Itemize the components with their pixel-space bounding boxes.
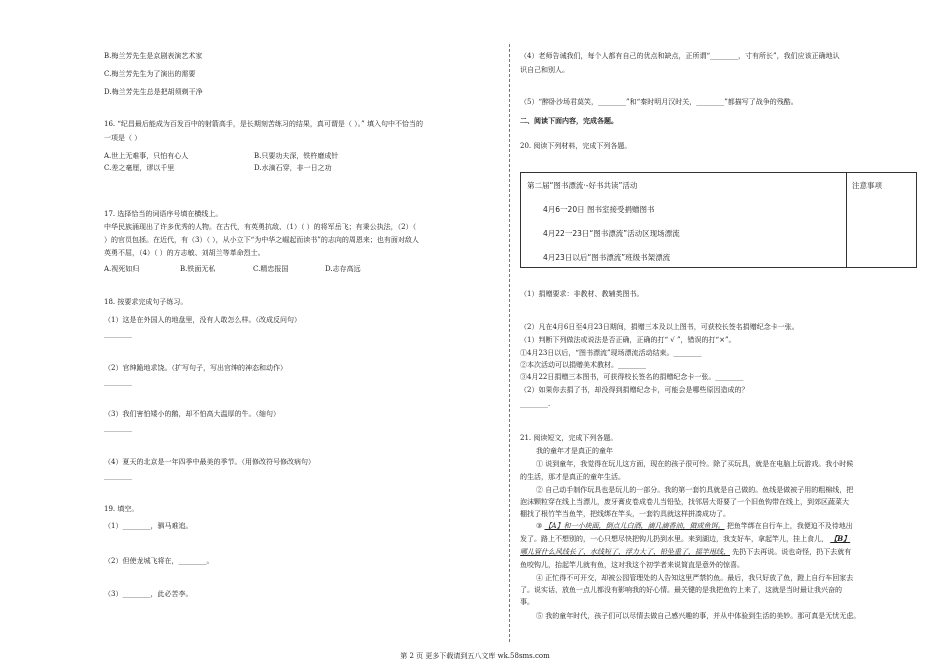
q15-option-d: D.梅兰芳先生总是把胡须剃干净 xyxy=(104,88,203,96)
q16-option-c: C.差之毫厘，谬以千里 xyxy=(104,164,175,172)
q17-option-a: A.视死如归 xyxy=(104,265,140,273)
para3-line1-rest: 把鱼竿绑在自行车上，我便迫不及待地出 xyxy=(726,522,853,530)
q17-passage-line1: 中华民族涌现出了许多优秀的人物。在古代，有英勇抗敌、（1）（ ）的将军岳飞；有秉公执法，（2）（ xyxy=(104,223,417,231)
q19-item-1: （1）________，驷马难追。 xyxy=(104,522,193,530)
para3-line2-text: 发了。路上不想别的，一心只想尽快把钩儿扔到水里。来到湖边，我支好车，拿起竿儿，挂上食儿， xyxy=(520,535,828,543)
q18-answer-blank-2[interactable]: ________ xyxy=(104,378,132,386)
q21-para5-line1: ⑤ 我的童年时代，孩子们可以尽情去做自己感兴趣的事，并从中体验到生活的美妙。那可真是无忧无虑。 xyxy=(536,612,861,620)
q21-para4-line3: 事。 xyxy=(520,598,534,606)
q16-option-a: A.世上无难事，只怕有心人 xyxy=(104,152,189,160)
q21-stem: 21. 阅读短文，完成下列各题。 xyxy=(520,434,618,442)
notice-header-precautions: 注意事项 xyxy=(852,181,882,190)
q18-sentence-1: （1）这是在外国人的地盘里，没有人敢怎么样。（改成反问句） xyxy=(104,316,301,324)
para3-number: ③ xyxy=(536,522,543,530)
q19-stem: 19. 填空。 xyxy=(104,505,139,513)
q16-option-b: B.只要功夫深，铁杵磨成针 xyxy=(254,152,339,160)
q18-answer-blank-1[interactable]: ________ xyxy=(104,330,132,338)
q17-passage-line3: 英勇不屈，（4）（ ）的方志敏、刘胡兰等革命烈士。 xyxy=(104,249,265,257)
q15-option-c: C.梅兰芳先生为了演出的需要 xyxy=(104,70,196,78)
q21-para3-line3 xyxy=(520,548,851,557)
q20-question-2: （2）如果你去捐了书，却没得到捐赠纪念卡，可能会是哪些原因造成的？ xyxy=(520,386,749,394)
q21-para2-line1: ② 自己动手制作玩具也是玩儿的一部分。我的第一套钓具就是自己做的。鱼线是做被子用的粗棉线，把 xyxy=(536,486,854,494)
notice-title: 第二届“图书漂流·-好书共读”活动 xyxy=(527,181,638,190)
q20-stem: 20. 阅读下列材料，完成下列各题。 xyxy=(520,142,632,150)
q18-sentence-3: （3）我们害怕矮小的鹅，却不怕高大温厚的牛。（缩句） xyxy=(104,410,280,418)
q21-article-title: 我的童年才是真正的童年 xyxy=(536,447,613,455)
para3-line3-rest: 先扔下去再说。说也奇怪，扔下去就有 xyxy=(732,548,852,556)
q21-para1-line2: 的生活，那才是真正的童年生活。 xyxy=(520,473,625,481)
q19-item-4-line2: 识自己和别人。 xyxy=(520,66,569,74)
q17-passage-line2: ）的官员包拯。在近代，有（3）（ ），从小立下“为中华之崛起而读书”的志向的周恩来；也有面对敌人 xyxy=(104,236,419,244)
q18-answer-blank-3[interactable]: ________ xyxy=(104,424,132,432)
q18-answer-blank-4[interactable]: ________ xyxy=(104,472,132,480)
column-divider xyxy=(509,44,510,642)
q19-item-2: （2）但使龙城飞将在，________。 xyxy=(104,557,214,565)
q16-stem-line2: 一项是（ ） xyxy=(104,134,142,142)
q17-option-c: C.精忠报国 xyxy=(253,265,289,273)
q21-para4-line2: 了。说实话，放鱼一点儿都没有影响我的好心情。最关键的是我把鱼钓上来了，这就是当时最让我兴奋的 xyxy=(520,586,842,594)
q17-stem: 17. 选择恰当的词语序号填在横线上。 xyxy=(104,210,223,218)
q19-item-4-line1: （4）老师告诫我们，每个人都有自己的优点和缺点，正所谓“________，寸有所长”，我们应该正确地认 xyxy=(520,52,840,60)
q19-item-5: （5）“醉卧沙场君莫笑，________”和“秦时明月汉时关，________”都描写了战争的残酷。 xyxy=(520,98,798,106)
q21-para2-line2: 泡沫颗粒穿在线上当漂儿，废牙膏皮卷成卷儿当铅坠，找邻居大哥要了一个旧鱼钩带在线上，到郊区蔬菜大 xyxy=(520,498,849,506)
q21-para1-line1: ① 说到童年，我觉得在玩儿这方面，现在的孩子很可怜。除了买玩具，就是在电脑上玩游戏。我小时候 xyxy=(536,460,854,468)
section-heading: 二、阅读下面内容，完成各题。 xyxy=(520,117,618,125)
q18-sentence-4: （4）夏天的北京是一年四季中最美的季节。（用修改符号修改病句） xyxy=(104,458,315,466)
q15-option-b: B.梅兰芳先生是京剧表演艺术家 xyxy=(104,52,203,60)
q21-para4-line1: ④ 正忙得不可开交，却被公园管理处的人告知这里严禁钓鱼。最后，我只好放了鱼，蹬上自行车回家去 xyxy=(536,574,854,582)
q18-sentence-2: （2）官绅跪地求饶。（扩写句子，写出官绅的神态和动作） xyxy=(104,364,287,372)
q20-judge-stem: （1）判断下列做法或说法是否正确，正确的打“ √ ”，错误的打“×”。 xyxy=(520,336,736,344)
q17-option-d: D.志存高远 xyxy=(325,265,361,273)
activity-notice-table xyxy=(520,172,917,268)
q18-stem: 18. 按要求完成句子练习。 xyxy=(104,298,188,306)
notice-item-2: 4月22一23日“图书漂流”活动区现场漂流 xyxy=(543,229,680,238)
notice-column-divider xyxy=(846,173,847,267)
para3-marked-sentence-a: 【A】和一小块面，倒点儿白酒，滴几滴香油，做成鱼饵。 xyxy=(544,522,725,530)
notice-item-3: 4月23日以后“图书漂流”班级书架漂流 xyxy=(543,253,671,262)
q17-option-b: B.铁面无私 xyxy=(180,265,216,273)
q16-stem-line1: 16. “纪昌最后能成为百发百中的射箭高手，是长期刻苦练习的结果，真可谓是（ ）。” 填入句中不恰当的 xyxy=(104,120,423,128)
q21-para3-line1 xyxy=(536,522,853,531)
q20-judge-b: ②本次活动可以捐赠美术教材。________ xyxy=(520,361,646,369)
page-footer: 第 2 页 更多下载请到五八文库 wk.58sms.com xyxy=(400,652,550,660)
q21-para2-line3: 棚找了根竹竿当鱼竿，把线绑在竿头，一套钓具就这样拼凑成功了。 xyxy=(520,510,730,518)
q21-para3-line2 xyxy=(520,535,850,544)
q19-item-3: （3）________，此必苦李。 xyxy=(104,590,193,598)
para3-marked-sentence-b: 哪儿管什么风线长了、水线短了、浮力大了、铅坠重了，摇竿甩线， xyxy=(520,548,730,556)
q16-option-d: D.水滴石穿，非一日之功 xyxy=(254,164,332,172)
q20-answer-blank[interactable]: ________. xyxy=(520,400,551,408)
notice-item-1: 4月6一20日 图书室接受捐赠图书 xyxy=(543,205,655,214)
q20-judge-a: ①4月23日以后，“图书漂流”现场漂流活动结束。________ xyxy=(520,349,702,357)
q21-para3-line4: 鱼咬钩儿，抬起竿儿就有鱼，这对我这个初学者来说简直是意外的惊喜。 xyxy=(520,561,744,569)
q20-note-2: （2）凡在4月6日至4月23日期间，捐赠三本及以上图书，可获校长签名捐赠纪念卡一张。 xyxy=(520,323,799,331)
q20-judge-c: ③4月22日捐赠三本图书，可获得校长签名的捐赠纪念卡一张。________ xyxy=(520,373,744,381)
para3-marker-b: 【B】 xyxy=(830,534,851,543)
q20-note-1: （1）捐赠要求：非教材、教辅类图书。 xyxy=(520,290,644,298)
